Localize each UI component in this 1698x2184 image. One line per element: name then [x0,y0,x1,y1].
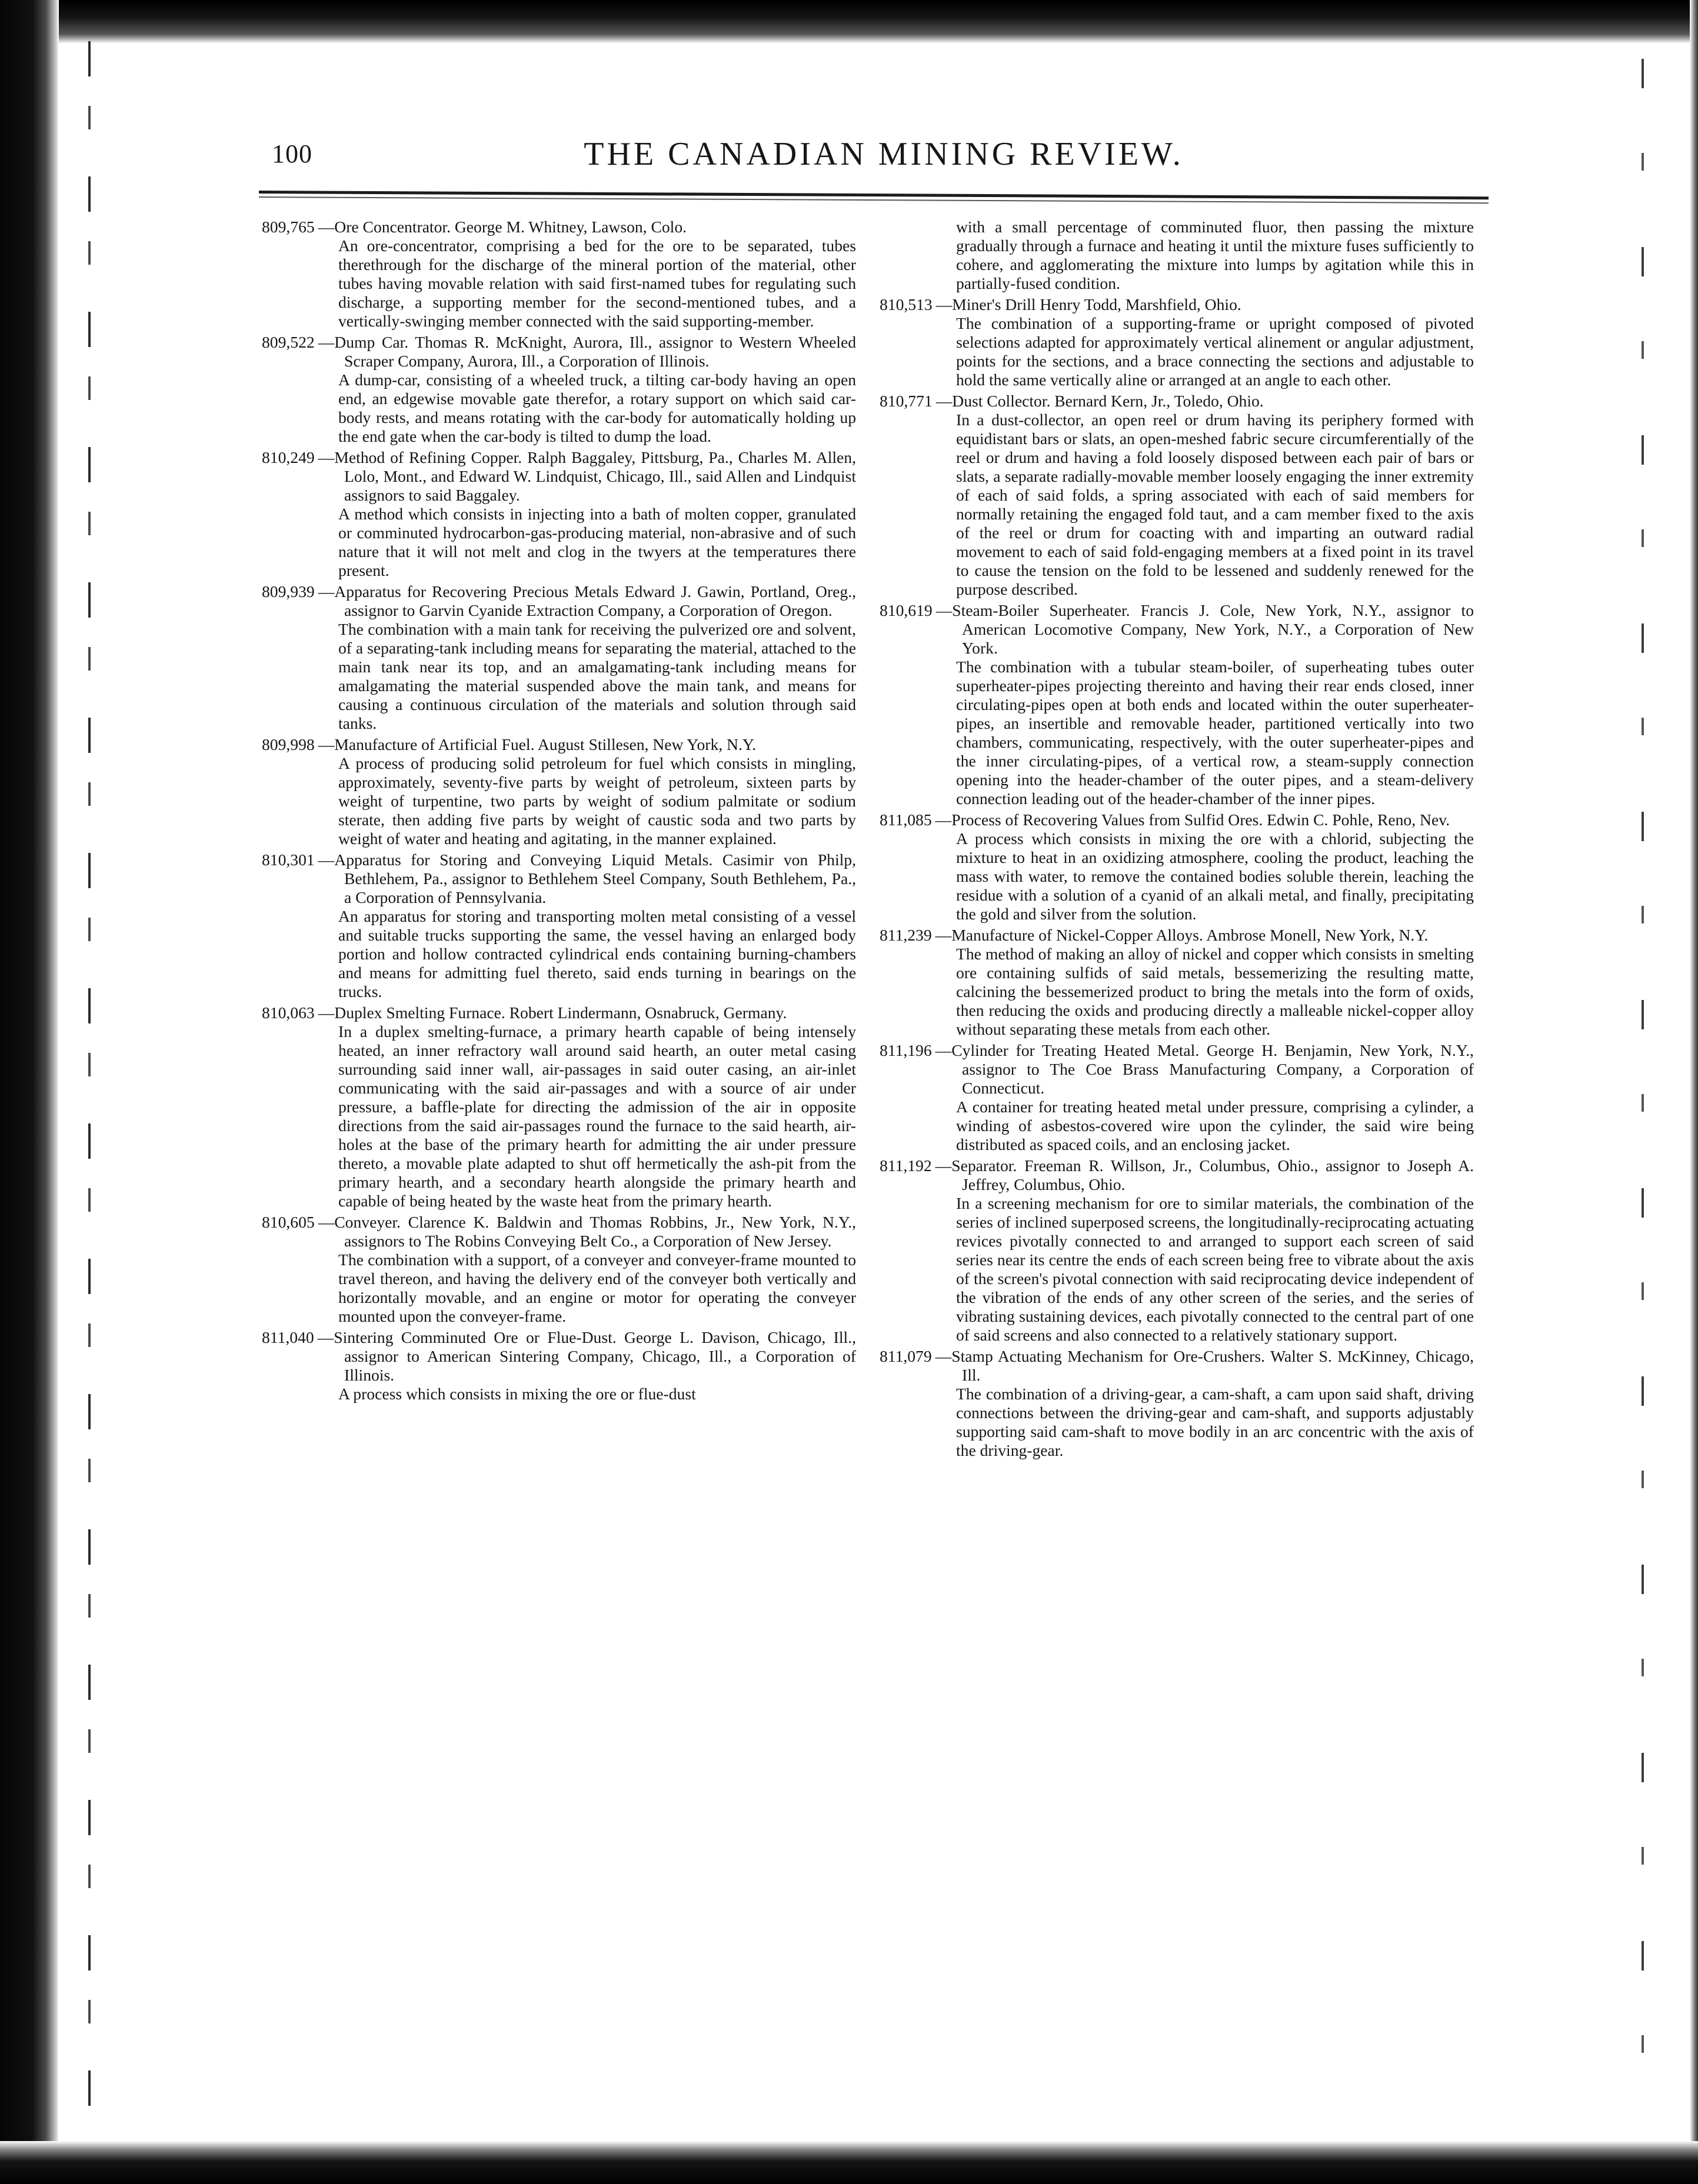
scan-edge-bottom [0,2141,1698,2184]
patent-number: 810,605 [262,1213,315,1231]
patent-entry [262,218,856,331]
patent-heading [262,1213,856,1251]
patent-number: 810,249 [262,448,315,466]
patent-number: 810,619 [880,601,933,619]
patent-title: —Duplex Smelting Furnace. Robert Lindermann, Osnabruck, Germany. [318,1003,787,1022]
patent-entry [880,295,1474,389]
patent-title: —Steam-Boiler Superheater. Francis J. Cole, New York, N.Y., assignor to American Locomotive Company, New York, N.Y., a Corporation of New York. [935,601,1474,657]
patent-heading [262,735,856,754]
patent-entry [262,851,856,1001]
patent-heading [880,1041,1474,1098]
patent-heading [262,218,856,236]
patent-title: —Ore Concentrator. George M. Whitney, Lawson, Colo. [318,218,687,236]
patent-number: 809,522 [262,333,315,351]
patent-title: —Manufacture of Nickel-Copper Alloys. Ambrose Monell, New York, N.Y. [935,926,1429,944]
patent-heading [880,1347,1474,1385]
patent-title: —Method of Refining Copper. Ralph Baggaley, Pittsburg, Pa., Charles M. Allen, Lolo, Mont., and Edward W. Lindquist, Chicago, Ill., said Allen and Lindquist assignors to said Baggaley. [318,448,856,504]
patent-heading [262,1328,856,1385]
patent-entry [880,218,1474,293]
patent-entry [880,601,1474,808]
patent-claim: The method of making an alloy of nickel and copper which consists in smelting ore containing sulfids of said metals, bessemerizing the resulting matte, calcining the bessemerized product to bring the metals into the form of oxids, then reducing the oxids and producing directly a malleable nickel-copper alloy without separating these metals from each other. [956,945,1474,1038]
patent-claim: A process which consists in mixing the ore or flue-dust [338,1385,696,1403]
patent-heading [880,926,1474,945]
patent-number: 811,192 [880,1156,932,1175]
patent-entry [262,1213,856,1326]
patent-claim: The combination with a main tank for receiving the pulverized ore and solvent, of a separating-tank including means for separating the material, attached to the main tank near its top, and an amalgamating-tank including means for amalgamating the material suspended above the main tank, and means for causing a continuous circulation of the materials and solution through said tanks. [338,620,856,732]
patent-number: 811,040 [262,1328,314,1346]
patent-number: 810,513 [880,295,933,314]
patent-claim: An ore-concentrator, comprising a bed for the ore to be separated, tubes therethrough for the discharge of the mineral portion of the material, other tubes having movable relation with said first-named tubes for regulating such discharge, a supporting member for the second-mentioned tubes, and a vertically-swinging member connected with the said supporting-member. [338,236,856,330]
patent-number: 810,301 [262,851,315,869]
patent-number: 811,079 [880,1347,932,1365]
patent-entry [880,811,1474,923]
patent-claim: An apparatus for storing and transporting molten metal consisting of a vessel and suitable trucks supporting the same, the vessel having an enlarged body portion and hollow contracted cylindrical ends containing burning-chambers and means for admitting fuel thereto, said ends turning in bearings on the trucks. [338,907,856,1001]
patent-number: 811,239 [880,926,932,944]
patent-number: 809,998 [262,735,315,753]
patent-heading [262,582,856,620]
patent-title: —Miner's Drill Henry Todd, Marshfield, Ohio. [935,295,1241,314]
patent-title: —Conveyer. Clarence K. Baldwin and Thomas Robbins, Jr., New York, N.Y., assignors to The Robins Conveying Belt Co., a Corporation of New Jersey. [318,1213,856,1250]
right-column [880,218,1474,1462]
patent-heading [880,811,1474,829]
patent-entry [262,333,856,446]
patent-number: 811,196 [880,1041,932,1059]
patent-number: 811,085 [880,811,932,829]
patent-claim: The combination of a driving-gear, a cam-shaft, a cam upon said shaft, driving connections between the driving-gear and cam-shaft, and supports adjustably supporting said cam-shaft to move bodily in an arc concentric with the axis of the driving-gear. [956,1385,1474,1459]
patent-claim: A process which consists in mixing the ore with a chlorid, subjecting the mixture to heat in an oxidizing atmosphere, cooling the product, leaching the mass with water, to remove the contained bodies soluble therein, leaching the residue with a solution of a cyanid of an alkali metal, and finally, precipitating the gold and silver from the solution. [956,829,1474,923]
patent-claim: In a dust-collector, an open reel or drum having its periphery formed with equidistant bars or slats, an open-meshed fabric secure circumferentially of the reel or drum and having a fold loosely disposed between each pair of bars or slats, a separate radially-movable member loosely engaging the inner extremity of each of said folds, a spring associated with each of said members for normally retaining the engaged fold taut, and a cam member fixed to the axis of the reel or drum for coacting with and imparting an outward radial movement to each of said fold-engaging members at a fixed point in its travel to cause the tension on the fold to be lessened and suddenly renewed for the purpose described. [956,411,1474,598]
patent-heading [880,1156,1474,1194]
patent-heading [262,333,856,371]
patent-heading [880,601,1474,658]
patent-title: —Cylinder for Treating Heated Metal. George H. Benjamin, New York, N.Y., assignor to The Coe Brass Manufacturing Company, a Corporation of Connecticut. [935,1041,1474,1097]
page-header [272,135,1496,182]
patent-number: 809,939 [262,582,315,601]
patent-entry [880,1156,1474,1345]
patent-entry [880,926,1474,1039]
patent-claim: The combination with a tubular steam-boiler, of superheating tubes outer superheater-pipes projecting thereinto and having their rear ends closed, inner circulating-pipes open at both ends and located within the outer superheater-pipes, an insertible and removable header, partitioned vertically into two chambers, communicating, respectively, with the outer superheater-pipes and the inner circulating-pipes, of a vertical row, a steam-supply connection opening into the header-chamber of the outer pipes, and a steam-delivery connection leading out of the header-chamber of the inner pipes. [956,658,1474,808]
patent-entry [880,1041,1474,1154]
patent-heading [262,448,856,505]
patent-claim: A container for treating heated metal under pressure, comprising a cylinder, a winding of asbestos-covered wire upon the cylinder, the said wire being distributed as spaced coils, and an enclosing jacket. [956,1098,1474,1153]
patent-entry [262,582,856,733]
patent-number: 810,771 [880,392,933,410]
patent-claim: In a screening mechanism for ore to similar materials, the combination of the series of inclined superposed screens, the longitudinally-reciprocating actuating revices pivotally connected to and arranged to support each screen of said series near its centre the ends of each screen being free to vibrate about the axis of the screen's pivotal connection with said reciprocating device independent of the vibration of the ends of any other screen of the series, and the series of vibrating sustaining devices, each pivotally connected to the central part of one of said screens and also connected to a relatively stationary support. [956,1194,1474,1344]
patent-title: —Manufacture of Artificial Fuel. August Stillesen, New York, N.Y. [318,735,757,753]
patent-title: —Process of Recovering Values from Sulfid Ores. Edwin C. Pohle, Reno, Nev. [935,811,1450,829]
patent-number: 810,063 [262,1003,315,1022]
patent-entry [880,1347,1474,1460]
patent-title: —Separator. Freeman R. Willson, Jr., Columbus, Ohio., assignor to Joseph A. Jeffrey, Columbus, Ohio. [935,1156,1474,1193]
scan-edge-top [59,0,1694,44]
patent-entry [880,392,1474,599]
patent-claim: In a duplex smelting-furnace, a primary hearth capable of being intensely heated, an inner refractory wall around said hearth, an outer metal casing surrounding said inner wall, air-passages in said outer casing, an air-inlet communicating with the said air-passages and with a source of air under pressure, a baffle-plate for directing the admission of the air in opposite directions from the said air-passages round the furnace to the said hearth, air-holes at the base of the primary hearth for admitting the air under pressure thereto, a movable plate adapted to shut off hermetically the ash-pit from the primary hearth, and a secondary hearth alongside the primary hearth and capable of being heated by the waste heat from the primary hearth. [338,1022,856,1210]
patent-heading [262,1003,856,1022]
patent-heading [880,392,1474,411]
patent-title: —Dust Collector. Bernard Kern, Jr., Toledo, Ohio. [935,392,1264,410]
patent-heading [262,851,856,907]
running-head: THE CANADIAN MINING REVIEW. [584,136,1184,172]
patent-entry [262,1328,856,1403]
patent-entry [262,448,856,580]
scan-edge-left [0,0,59,2184]
patent-title: —Apparatus for Storing and Conveying Liquid Metals. Casimir von Philp, Bethlehem, Pa., assignor to Bethlehem Steel Company, South Bethlehem, Pa., a Corporation of Pennsylvania. [318,851,856,906]
patent-title: —Stamp Actuating Mechanism for Ore-Crushers. Walter S. McKinney, Chicago, Ill. [935,1347,1474,1384]
patent-title: —Apparatus for Recovering Precious Metals Edward J. Gawin, Portland, Oreg., assignor to Garvin Cyanide Extraction Company, a Corporation of Oregon. [318,582,856,619]
patent-claim: with a small percentage of comminuted fluor, then passing the mixture gradually through a furnace and heating it until the mixture fuses sufficiently to cohere, and agglomerating the mixture into lumps by agitation while this in partially-fused condition. [956,218,1474,292]
patent-heading [880,295,1474,314]
patent-claim: A dump-car, consisting of a wheeled truck, a tilting car-body having an open end, an edgewise movable gate therefor, a rotary support on which said car-body rests, and means rotating with the car-body for automatically holding up the end gate when the car-body is tilted to dump the load. [338,371,856,445]
patent-number: 809,765 [262,218,315,236]
left-column [262,218,856,1406]
scan-edge-right [1690,0,1698,2184]
page-number: 100 [272,139,312,168]
patent-claim: A process of producing solid petroleum for fuel which consists in mingling, approximately, seventy-five parts by weight of petroleum, sixteen parts by weight of turpentine, two parts by weight of sodium palmitate or sodium sterate, then adding five parts by weight of caustic soda and two parts by weight of water and heating and agitating, in the manner explained. [338,754,856,848]
patent-title: —Sintering Comminuted Ore or Flue-Dust. George L. Davison, Chicago, Ill., assignor to American Sintering Company, Chicago, Ill., a Corporation of Illinois. [317,1328,856,1384]
scan-gutter-mark [88,41,91,2135]
patent-entry [262,1003,856,1211]
patent-claim: The combination with a support, of a conveyer and conveyer-frame mounted to travel thereon, and having the delivery end of the conveyer both vertically and horizontally movable, and an engine or motor for operating the conveyer mounted upon the conveyer-frame. [338,1251,856,1325]
patent-claim: A method which consists in injecting into a bath of molten copper, granulated or comminuted hydrocarbon-gas-producing material, non-abrasive and of such nature that it will not melt and clog in the twyers at the temperatures there present. [338,505,856,579]
patent-entry [262,735,856,848]
patent-title: —Dump Car. Thomas R. McKnight, Aurora, Ill., assignor to Western Wheeled Scraper Company, Aurora, Ill., a Corporation of Illinois. [318,333,856,370]
scan-margin-mark [1642,59,1644,2118]
patent-claim: The combination of a supporting-frame or upright composed of pivoted selections adapted for approximately vertical alinement or angular adjustment, points for the sections, and a brace connecting the sections and adjustable to hold the same vertically aline or arranged at an angle to each other. [956,314,1474,389]
